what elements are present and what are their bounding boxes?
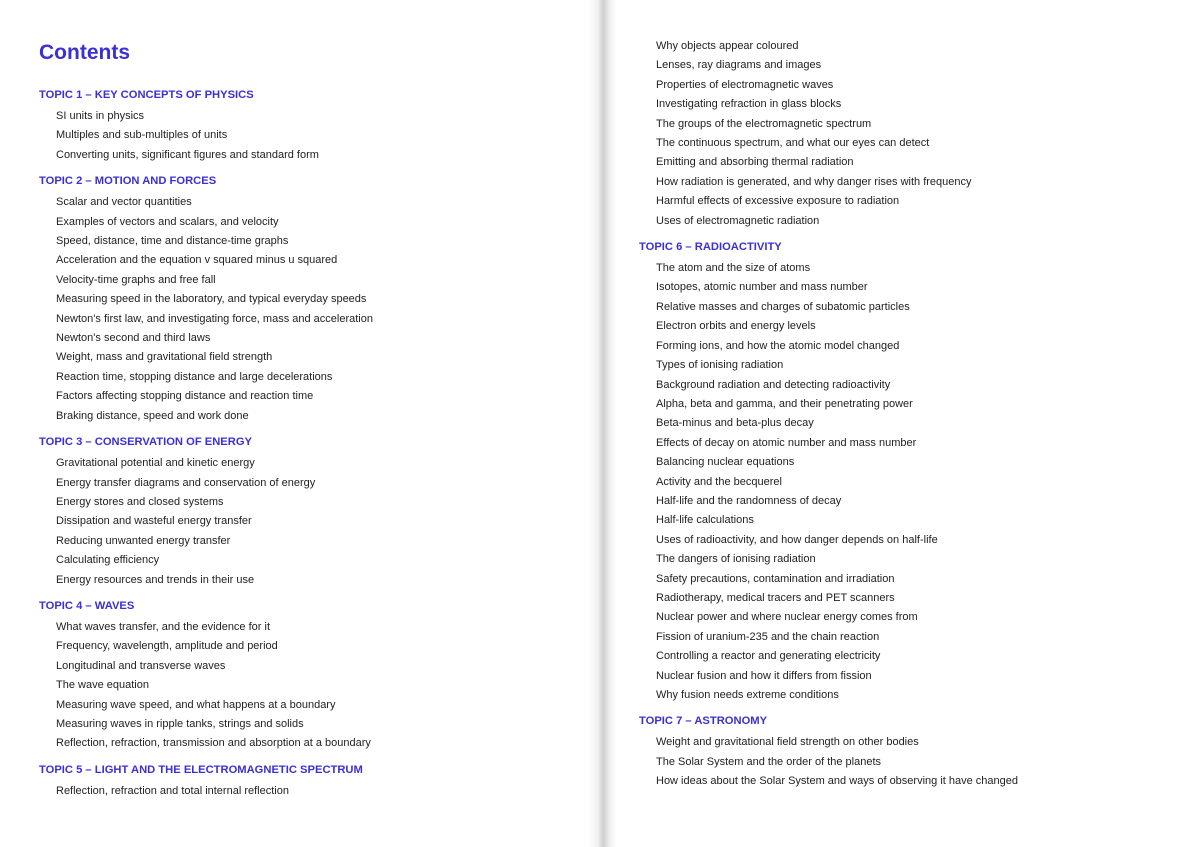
contents-entry[interactable]: Half-life and the randomness of decay — [656, 494, 842, 507]
contents-entry[interactable]: What waves transfer, and the evidence for it — [56, 620, 271, 633]
contents-entry[interactable]: Nuclear fusion and how it differs from fission — [656, 669, 872, 682]
contents-entry[interactable]: Fission of uranium-235 and the chain reaction — [656, 630, 880, 643]
topic-section — [39, 87, 373, 165]
contents-entry[interactable]: Activity and the becquerel — [656, 475, 782, 488]
contents-entry[interactable]: The atom and the size of atoms — [656, 262, 811, 275]
contents-entry[interactable]: Speed, distance, time and distance-time graphs — [56, 235, 289, 248]
contents-entry[interactable]: Weight and gravitational field strength on other bodies — [656, 736, 919, 749]
topic-heading[interactable]: TOPIC 1 – KEY CONCEPTS OF PHYSICS — [39, 89, 254, 101]
right-page — [598, 0, 1200, 847]
left-page — [0, 0, 598, 847]
contents-entry[interactable]: Beta-minus and beta-plus decay — [656, 417, 814, 430]
contents-entry[interactable]: Harmful effects of excessive exposure to radiation — [656, 195, 900, 208]
contents-entry[interactable]: Reaction time, stopping distance and large decelerations — [56, 370, 333, 383]
contents-entry[interactable]: Lenses, ray diagrams and images — [656, 59, 822, 72]
contents-entry[interactable]: How radiation is generated, and why danger rises with frequency — [656, 175, 972, 188]
contents-entry[interactable]: Energy transfer diagrams and conservation of energy — [56, 476, 316, 489]
topic-section — [639, 239, 1018, 705]
contents-entry[interactable]: Energy resources and trends in their use — [56, 573, 255, 586]
topic-heading[interactable]: TOPIC 4 – WAVES — [39, 599, 135, 612]
contents-entry[interactable]: Multiples and sub-multiples of units — [56, 129, 228, 142]
contents-entry[interactable]: Half-life calculations — [656, 514, 754, 527]
contents-entry[interactable]: Isotopes, atomic number and mass number — [656, 281, 868, 294]
contents-entry[interactable]: Measuring waves in ripple tanks, strings and solids — [56, 717, 304, 730]
contents-entry[interactable]: The groups of the electromagnetic spectrum — [656, 117, 872, 130]
contents-entry[interactable]: Types of ionising radiation — [656, 359, 784, 372]
right-contents-column — [639, 37, 1018, 792]
contents-entry[interactable]: Uses of radioactivity, and how danger depends on half-life — [656, 533, 938, 546]
contents-entry[interactable]: Longitudinal and transverse waves — [56, 659, 226, 672]
contents-entry[interactable]: Dissipation and wasteful energy transfer — [56, 515, 252, 528]
contents-entry[interactable]: Effects of decay on atomic number and mass number — [656, 436, 917, 449]
topic-section — [39, 762, 373, 801]
contents-entry[interactable]: Safety precautions, contamination and irradiation — [656, 572, 895, 585]
topic-section — [39, 598, 373, 754]
contents-entry[interactable]: Balancing nuclear equations — [656, 456, 795, 469]
contents-entry[interactable]: Investigating refraction in glass blocks — [656, 98, 842, 111]
contents-entry[interactable]: Reflection, refraction and total internal reflection — [56, 784, 289, 797]
contents-entry[interactable]: Alpha, beta and gamma, and their penetrating power — [656, 397, 913, 410]
topic-heading[interactable]: TOPIC 3 – CONSERVATION OF ENERGY — [39, 436, 253, 449]
page-title: Contents — [39, 41, 130, 64]
contents-entry[interactable]: Newton's first law, and investigating force, mass and acceleration — [56, 312, 373, 325]
contents-entry[interactable]: Why objects appear coloured — [656, 40, 799, 52]
topic-heading[interactable]: TOPIC 5 – LIGHT AND THE ELECTROMAGNETIC SPECTRUM — [39, 763, 363, 776]
left-contents-column — [39, 87, 373, 801]
contents-entry[interactable]: Uses of electromagnetic radiation — [656, 214, 820, 227]
contents-entry[interactable]: The continuous spectrum, and what our eyes can detect — [656, 137, 930, 150]
contents-entry[interactable]: Acceleration and the equation v squared minus u squared — [56, 254, 338, 267]
topic-section — [639, 713, 1018, 791]
contents-entry[interactable]: Properties of electromagnetic waves — [656, 78, 834, 91]
contents-entry[interactable]: Converting units, significant figures and standard form — [56, 148, 319, 161]
contents-entry[interactable]: Velocity-time graphs and free fall — [56, 273, 216, 286]
contents-entry[interactable]: Gravitational potential and kinetic energy — [56, 457, 255, 470]
contents-entry[interactable]: How ideas about the Solar System and ways of observing it have changed — [656, 775, 1018, 788]
contents-entry[interactable]: Emitting and absorbing thermal radiation — [656, 156, 854, 169]
contents-entry[interactable]: Scalar and vector quantities — [56, 196, 192, 209]
contents-entry[interactable]: Braking distance, speed and work done — [56, 409, 249, 422]
continued-topic-list — [639, 37, 1018, 231]
contents-entry[interactable]: Measuring wave speed, and what happens at a boundary — [56, 698, 336, 711]
topic-section — [39, 434, 373, 590]
contents-entry[interactable]: SI units in physics — [56, 110, 145, 122]
contents-entry[interactable]: Frequency, wavelength, amplitude and period — [56, 640, 278, 653]
contents-entry[interactable]: Background radiation and detecting radioactivity — [656, 378, 891, 391]
contents-entry[interactable]: Nuclear power and where nuclear energy comes from — [656, 611, 918, 624]
contents-entry[interactable]: Examples of vectors and scalars, and velocity — [56, 215, 279, 228]
contents-entry[interactable]: Why fusion needs extreme conditions — [656, 689, 839, 701]
contents-entry[interactable]: Reflection, refraction, transmission and absorption at a boundary — [56, 737, 371, 750]
contents-entry[interactable]: Measuring speed in the laboratory, and typical everyday speeds — [56, 293, 367, 306]
contents-entry[interactable]: Reducing unwanted energy transfer — [56, 534, 231, 547]
topic-heading[interactable]: TOPIC 2 – MOTION AND FORCES — [39, 175, 217, 188]
contents-entry[interactable]: Controlling a reactor and generating electricity — [656, 650, 881, 663]
contents-entry[interactable]: Forming ions, and how the atomic model changed — [656, 339, 900, 352]
contents-entry[interactable]: Newton's second and third laws — [56, 332, 211, 345]
contents-entry[interactable]: The dangers of ionising radiation — [656, 553, 816, 566]
contents-entry[interactable]: Calculating efficiency — [56, 554, 160, 567]
topic-section — [39, 173, 373, 426]
contents-entry[interactable]: Factors affecting stopping distance and reaction time — [56, 390, 314, 403]
contents-entry[interactable]: Energy stores and closed systems — [56, 495, 224, 508]
contents-entry[interactable]: Electron orbits and energy levels — [656, 320, 816, 333]
contents-entry[interactable]: Relative masses and charges of subatomic particles — [656, 300, 910, 313]
contents-entry[interactable]: The wave equation — [56, 679, 149, 692]
topic-heading[interactable]: TOPIC 7 – ASTRONOMY — [639, 715, 768, 728]
contents-entry[interactable]: Radiotherapy, medical tracers and PET scanners — [656, 591, 895, 604]
contents-entry[interactable]: Weight, mass and gravitational field strength — [56, 351, 273, 364]
topic-heading[interactable]: TOPIC 6 – RADIOACTIVITY — [639, 241, 782, 254]
contents-entry[interactable]: The Solar System and the order of the planets — [656, 755, 882, 768]
